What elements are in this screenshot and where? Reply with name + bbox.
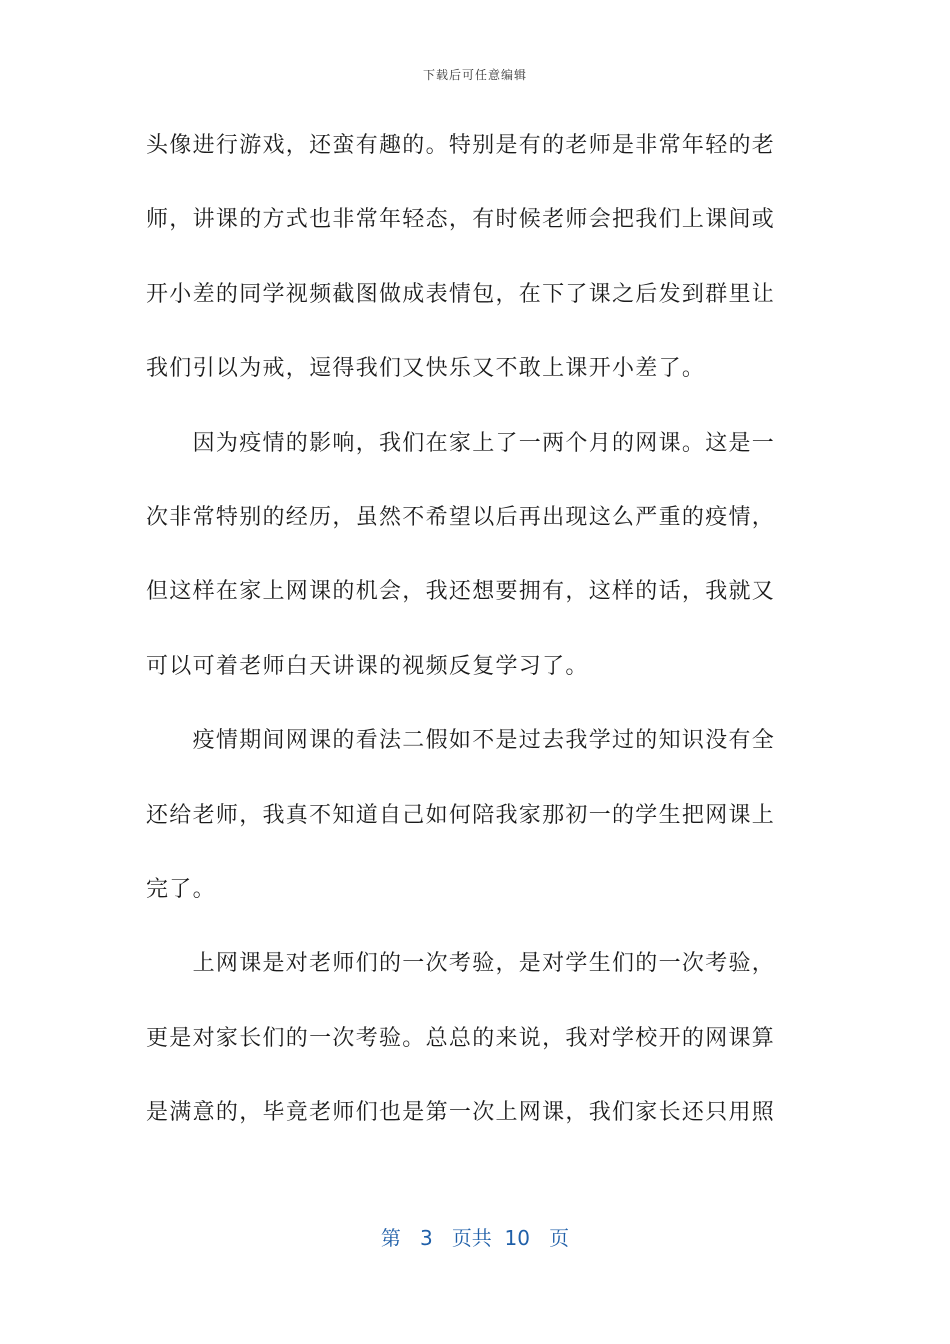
text-line: 次非常特别的经历，虽然不希望以后再出现这么严重的疫情， <box>146 504 776 530</box>
total-page-count: 10 <box>504 1226 530 1250</box>
text-line: 头像进行游戏，还蛮有趣的。特别是有的老师是非常年轻的老 <box>146 133 776 158</box>
page-footer <box>0 1222 950 1251</box>
text-line: 更是对家长们的一次考验。总总的来说，我对学校开的网课算 <box>146 1025 776 1051</box>
text-line: 完了。 <box>146 876 216 902</box>
text-line: 还给老师，我真不知道自己如何陪我家那初一的学生把网课上 <box>146 802 776 828</box>
text-line: 师，讲课的方式也非常年轻态，有时候老师会把我们上课间或 <box>146 207 776 233</box>
text-line: 我们引以为戒，逗得我们又快乐又不敢上课开小差了。 <box>146 356 706 382</box>
text-line: 上网课是对老师们的一次考验，是对学生们的一次考验， <box>146 951 776 977</box>
text-line: 因为疫情的影响，我们在家上了一两个月的网课。这是一 <box>146 430 776 456</box>
text-line: 可以可着老师白天讲课的视频反复学习了。 <box>146 653 589 679</box>
current-page-number: 3 <box>420 1226 433 1250</box>
document-body <box>146 116 806 1157</box>
footer-middle: 页共 <box>451 1226 492 1250</box>
page-header: 下载后可任意编辑 <box>422 68 527 82</box>
footer-suffix: 页 <box>549 1226 570 1250</box>
text-line: 但这样在家上网课的机会，我还想要拥有，这样的话，我就又 <box>146 579 776 605</box>
footer-prefix: 第 <box>380 1226 401 1250</box>
text-line: 疫情期间网课的看法二假如不是过去我学过的知识没有全 <box>146 728 776 754</box>
text-line: 开小差的同学视频截图做成表情包，在下了课之后发到群里让 <box>146 281 776 307</box>
text-line: 是满意的，毕竟老师们也是第一次上网课，我们家长还只用照 <box>146 1100 776 1126</box>
